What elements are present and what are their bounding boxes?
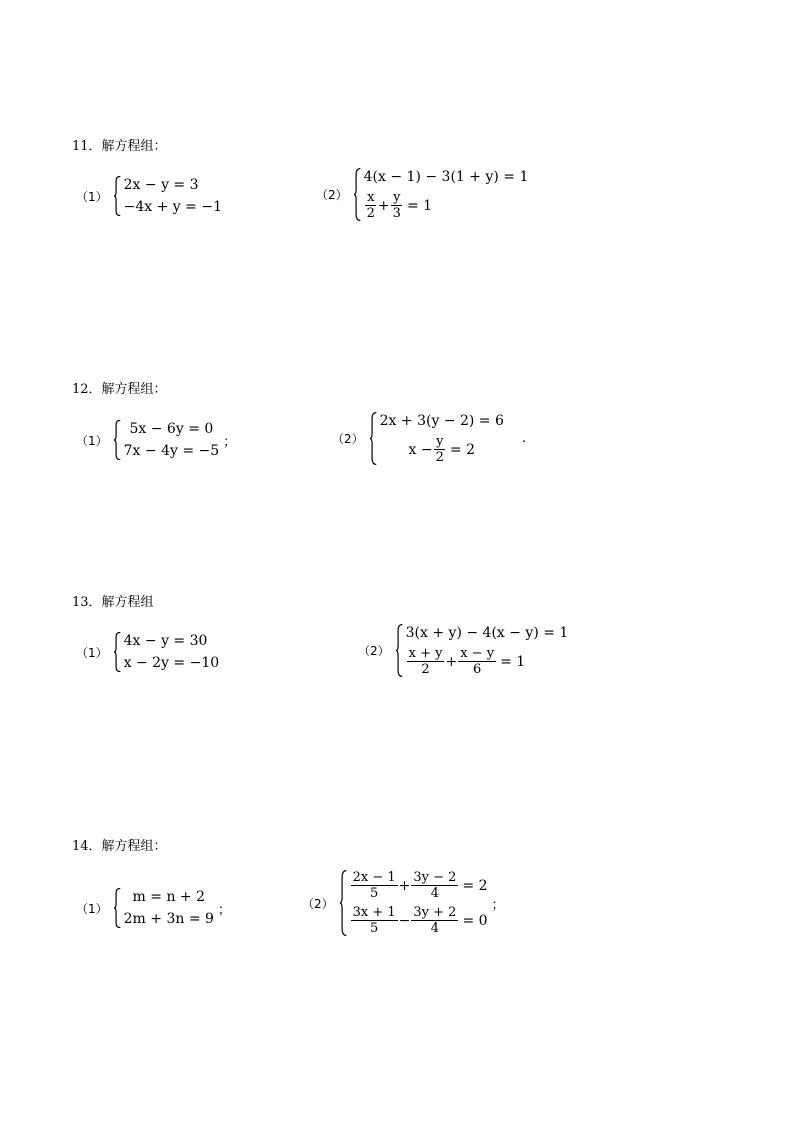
equation: $\frac{2x - 1}{5}$ + $\frac{3y - 2}{4}$ = 2 xyxy=(352,870,488,901)
problem-13-part-2 xyxy=(358,624,568,677)
left-brace xyxy=(370,412,377,465)
fraction: $\frac{3x + 1}{5}$ xyxy=(352,905,396,936)
part-label: （2） xyxy=(358,644,390,658)
equation-system xyxy=(114,888,214,928)
fraction: $\frac{2x - 1}{5}$ xyxy=(352,870,396,901)
equation-system xyxy=(396,624,569,677)
fraction: $\frac{y}{2}$ xyxy=(435,434,444,465)
problem-12-part-2 xyxy=(332,412,526,465)
problem-13-heading: 13．解方程组 xyxy=(72,595,154,610)
left-brace xyxy=(114,176,121,216)
equation-system xyxy=(340,870,488,936)
equation: 2x + 3(y − 2) = 6 xyxy=(379,413,504,429)
left-brace xyxy=(354,168,361,221)
left-brace xyxy=(114,632,121,672)
fraction: $\frac{x}{2}$ xyxy=(366,190,375,221)
equation: 2x − y = 3 xyxy=(123,177,199,193)
equation-system xyxy=(114,420,220,460)
part-label: （1） xyxy=(76,433,108,448)
equation: x − $\frac{y}{2}$ = 2 xyxy=(408,434,475,465)
problem-14-part-2 xyxy=(302,870,505,936)
equation: 4x − y = 30 xyxy=(123,633,208,649)
left-brace xyxy=(114,888,121,928)
equation: 7x − 4y = −5 xyxy=(123,443,220,459)
punctuation: ； xyxy=(217,902,231,918)
problem-12-part-1 xyxy=(76,420,236,460)
punctuation: . xyxy=(521,431,527,446)
part-label: （2） xyxy=(302,896,334,911)
fraction: $\frac{x - y}{6}$ xyxy=(460,646,495,677)
equation: $\frac{x}{2}$ + $\frac{y}{3}$ = 1 xyxy=(366,190,433,221)
equation-system xyxy=(114,176,222,216)
equation: 4(x − 1) − 3(1 + y) = 1 xyxy=(363,169,529,185)
problem-11-heading: 11．解方程组： xyxy=(72,139,167,154)
fraction: $\frac{3y + 2}{4}$ xyxy=(413,905,457,936)
equation: x − 2y = −10 xyxy=(123,655,220,671)
equation: 2m + 3n = 9 xyxy=(123,911,214,927)
equation-system xyxy=(114,632,220,672)
equation-system xyxy=(370,412,504,465)
part-label: （2） xyxy=(332,432,364,446)
problem-13-part-1 xyxy=(76,632,219,672)
problem-11-part-1 xyxy=(76,176,222,216)
fraction: $\frac{x + y}{2}$ xyxy=(408,646,443,677)
punctuation: ； xyxy=(491,897,505,913)
part-label: （1） xyxy=(76,901,108,916)
punctuation: ； xyxy=(223,434,237,450)
equation-system xyxy=(354,168,529,221)
part-label: （2） xyxy=(316,188,348,202)
part-label: （1） xyxy=(76,189,108,204)
equation: m = n + 2 xyxy=(132,889,206,905)
left-brace xyxy=(340,870,347,936)
problem-11-part-2 xyxy=(316,168,528,221)
left-brace xyxy=(114,420,121,460)
equation: $\frac{x + y}{2}$ + $\frac{x - y}{6}$ = 1 xyxy=(408,646,526,677)
fraction: $\frac{y}{3}$ xyxy=(392,190,401,221)
equation: −4x + y = −1 xyxy=(123,199,222,215)
equation: 3(x + y) − 4(x − y) = 1 xyxy=(405,625,569,641)
part-label: （1） xyxy=(76,645,108,660)
problem-12-heading: 12．解方程组： xyxy=(72,382,167,397)
equation: $\frac{3x + 1}{5}$ − $\frac{3y + 2}{4}$ = 0 xyxy=(352,905,488,936)
equation: 5x − 6y = 0 xyxy=(129,421,214,437)
fraction: $\frac{3y - 2}{4}$ xyxy=(413,870,457,901)
problem-14-heading: 14．解方程组： xyxy=(72,839,167,854)
left-brace xyxy=(396,624,403,677)
problem-14-part-1 xyxy=(76,888,231,928)
